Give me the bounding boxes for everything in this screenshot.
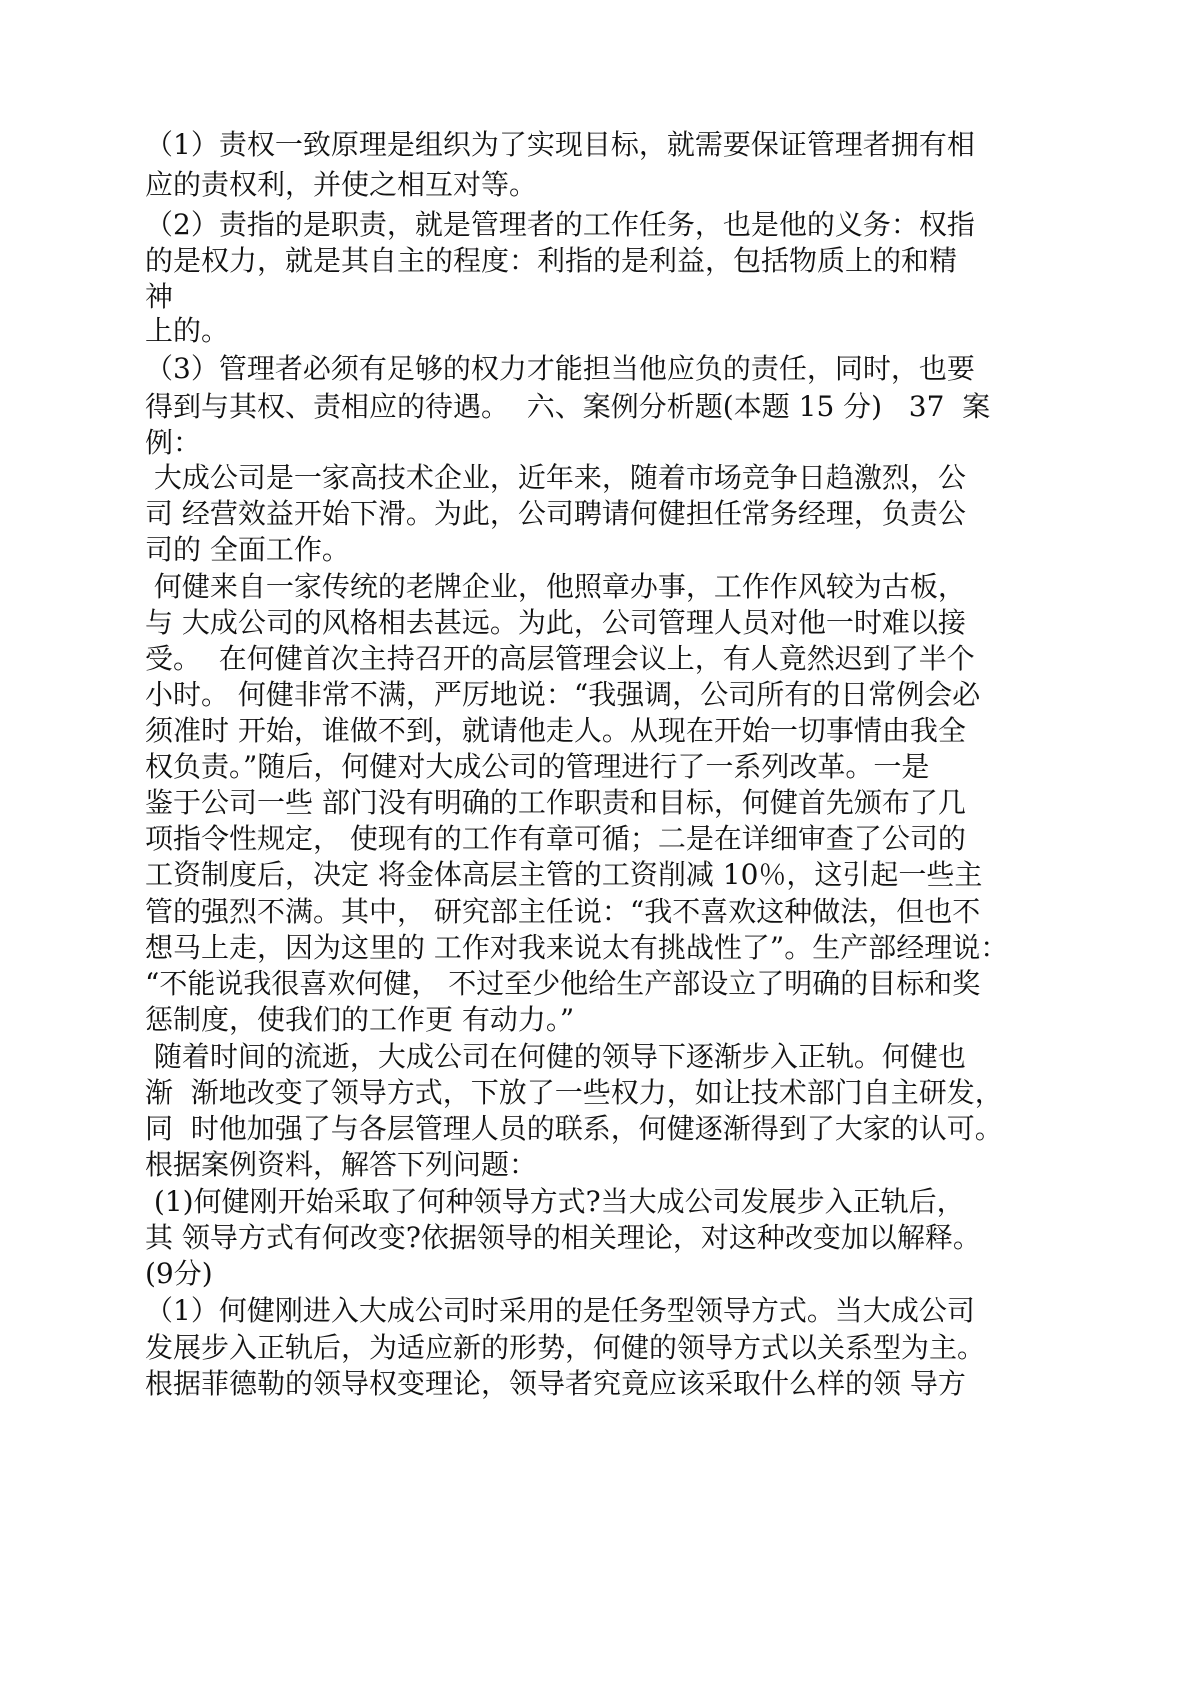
text-line: 上的。 — [145, 314, 230, 347]
text-line: 神 — [145, 280, 174, 313]
text-line: 大成公司是一家高技术企业，近年来，随着市场竞争日趋激烈，公 — [145, 461, 966, 494]
text-line: 其 领导方式有何改变?依据领导的相关理论，对这种改变加以解释。 — [145, 1221, 981, 1254]
text-line: 例： — [145, 426, 202, 459]
text-line: (9分) — [145, 1257, 213, 1290]
text-line: 的是权力，就是其自主的程度：利指的是利益，包括物质上的和精 — [145, 244, 958, 277]
text-line: 发展步入正轨后，为适应新的形势，何健的领导方式以关系型为主。 — [145, 1331, 986, 1364]
text-line: （3）管理者必须有足够的权力才能担当他应负的责任，同时，也要 — [145, 352, 975, 385]
text-line: （1）何健刚进入大成公司时采用的是任务型领导方式。当大成公司 — [145, 1294, 975, 1327]
text-line: 同 时他加强了与各层管理人员的联系，何健逐渐得到了大家的认可。 — [145, 1112, 1003, 1145]
text-line: （1）责权一致原理是组织为了实现目标，就需要保证管理者拥有相 — [145, 128, 975, 161]
text-line: 管的强烈不满。其中， 研究部主任说：“我不喜欢这种做法，但也不 — [145, 895, 981, 928]
text-line: （2）责指的是职责，就是管理者的工作任务，也是他的义务：权指 — [145, 208, 975, 241]
text-line: 根据菲德勒的领导权变理论，领导者究竟应该采取什么样的领 导方 — [145, 1367, 966, 1400]
text-line: 小时。 何健非常不满，严厉地说：“我强调，公司所有的日常例会必 — [145, 678, 981, 711]
text-line: 想马上走，因为这里的 工作对我来说太有挑战性了”。生产部经理说： — [145, 931, 1009, 964]
text-line: 鉴于公司一些 部门没有明确的工作职责和目标，何健首先颁布了几 — [145, 786, 966, 819]
text-line: 惩制度，使我们的工作更 有动力。” — [145, 1003, 575, 1036]
text-line: 应的责权利，并使之相互对等。 — [145, 168, 538, 201]
text-line: 受。 在何健首次主持召开的高层管理会议上，有人竟然迟到了半个 — [145, 642, 975, 675]
text-line: 渐 渐地改变了领导方式，下放了一些权力，如让技术部门自主研发， — [145, 1076, 1003, 1109]
text-line: 何健来自一家传统的老牌企业，他照章办事，工作作风较为古板， — [145, 570, 966, 603]
text-line: 司 经营效益开始下滑。为此，公司聘请何健担任常务经理，负责公 — [145, 497, 966, 530]
text-line: “不能说我很喜欢何健， 不过至少他给生产部设立了明确的目标和奖 — [145, 967, 981, 1000]
text-line: 与 大成公司的风格相去甚远。为此，公司管理人员对他一时难以接 — [145, 606, 966, 639]
text-line: 须准时 开始，谁做不到，就请他走人。从现在开始一切事情由我全 — [145, 714, 966, 747]
text-line: (1)何健刚开始采取了何种领导方式?当大成公司发展步入正轨后， — [145, 1185, 965, 1218]
text-line: 权负责。”随后，何健对大成公司的管理进行了一系列改革。一是 — [145, 750, 930, 783]
text-line: 工资制度后，决定 将金体高层主管的工资削减 10％，这引起一些主 — [145, 858, 983, 891]
text-line: 项指令性规定， 使现有的工作有章可循；二是在详细审查了公司的 — [145, 822, 966, 855]
text-line: 得到与其权、责相应的待遇。 六、案例分析题(本题 15 分) 37 案 — [145, 390, 991, 423]
text-line: 根据案例资料，解答下列问题： — [145, 1148, 538, 1181]
text-line: 司的 全面工作。 — [145, 533, 350, 566]
text-line: 随着时间的流逝，大成公司在何健的领导下逐渐步入正轨。何健也 — [145, 1040, 966, 1073]
